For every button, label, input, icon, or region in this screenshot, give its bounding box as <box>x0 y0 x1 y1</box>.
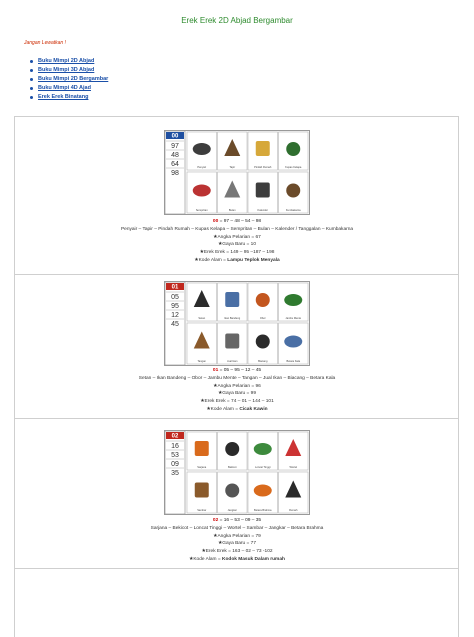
picture-glyph <box>225 334 239 349</box>
entry-caption <box>0 218 474 265</box>
picture-label: Rumah <box>289 509 298 512</box>
picture-label: Bulan <box>228 209 236 212</box>
picture-label: Betara Brahma <box>254 509 272 512</box>
picture-label: Obor <box>259 317 266 320</box>
kode-alam <box>0 556 474 564</box>
gaya-baru: ★Gaya Baru = 77 <box>217 541 257 547</box>
picture-label: Tapir <box>229 166 236 169</box>
picture-label: Kalender <box>257 209 268 212</box>
picture-label: Penyair <box>197 166 207 169</box>
picture-glyph <box>225 292 239 307</box>
side-number: 97 <box>171 143 179 150</box>
side-number: 35 <box>171 470 179 477</box>
entry-numbers <box>0 218 474 226</box>
erek-erek: ★Erek Erek = 163 – 02 – 73 -102 <box>201 549 273 555</box>
angka-pelarian: ★Angka Pelarian = 67 <box>213 234 261 240</box>
entry-caption <box>0 367 474 414</box>
dream-image <box>164 430 310 515</box>
picture-label: Sambar <box>197 509 207 512</box>
erek-erek: ★Erek Erek = 74 – 01 – 144 – 101 <box>200 399 274 405</box>
kode-alam-value: Cicak Kawin <box>239 406 268 412</box>
kode-alam-label: ★Kode Alam = <box>189 556 223 562</box>
erek-erek: ★Erek Erek = 149 – 95 –187 – 198 <box>199 250 275 256</box>
picture-glyph <box>195 441 209 456</box>
link-item[interactable] <box>28 93 108 102</box>
row-divider <box>14 274 459 275</box>
angka-pelarian: ★Angka Pelarian = 96 <box>213 383 261 389</box>
picture-glyph <box>254 485 272 497</box>
dream-illustration <box>165 282 309 365</box>
entry-numbers <box>0 517 474 525</box>
picture-glyph <box>225 442 239 456</box>
side-number: 05 <box>171 294 179 301</box>
kode-alam-value: Kodok Masuk Dalam rumah <box>222 556 285 562</box>
picture-glyph <box>284 294 302 306</box>
entry-code: 00 <box>212 219 219 224</box>
picture-label: Ikan Bandeng <box>224 317 241 320</box>
link-item[interactable] <box>28 57 108 66</box>
picture-glyph <box>193 185 211 197</box>
entry-caption <box>0 517 474 564</box>
picture-label: Setan <box>198 317 206 320</box>
gaya-baru: ★Gaya Baru = 99 <box>217 391 257 397</box>
side-number: 12 <box>171 312 179 319</box>
entry-number-list: = 16 – 53 – 09 – 35 <box>218 518 262 523</box>
page-title: Erek Erek 2D Abjad Bergambar <box>181 16 293 25</box>
code-badge-text: 01 <box>171 284 179 291</box>
picture-label: Wortel <box>289 466 297 469</box>
picture-label: Sarjana <box>197 466 207 469</box>
side-number: 48 <box>171 152 179 159</box>
side-number: 53 <box>171 452 179 459</box>
picture-label: Tangan <box>197 360 207 363</box>
link-label[interactable]: Buku Mimpi 3D Abjad <box>38 67 95 73</box>
link-label[interactable]: Buku Mimpi 2D Abjad <box>38 58 95 64</box>
entry-code: 01 <box>212 368 219 373</box>
kode-alam-label: ★Kode Alam = <box>206 406 240 412</box>
dream-illustration <box>165 131 309 214</box>
kode-alam <box>0 257 474 265</box>
code-badge-text: 02 <box>171 433 179 440</box>
picture-glyph <box>256 141 270 156</box>
picture-label: Betara Kala <box>286 360 301 363</box>
picture-glyph <box>256 293 270 307</box>
code-badge-text: 00 <box>171 133 179 140</box>
row-divider <box>14 568 459 569</box>
picture-glyph <box>256 183 270 198</box>
picture-label: Bekicot <box>227 466 237 469</box>
kode-alam-label: ★Kode Alam = <box>194 257 228 263</box>
row-divider <box>14 418 459 419</box>
dream-image <box>164 130 310 215</box>
entry-words: Penyair – Tapir – Pindah Rumah – Kupas Kelapa – Sempritan – Bulan – Kalender / Tanggalan – Kumbakarna <box>120 226 354 232</box>
picture-label: Pindah Rumah <box>254 166 272 169</box>
picture-glyph <box>286 142 300 156</box>
entry-number-list: = 05 – 95 – 12 – 45 <box>218 368 262 373</box>
link-item[interactable] <box>28 84 108 93</box>
entry-code: 02 <box>212 518 219 523</box>
angka-pelarian: ★Angka Pelarian = 79 <box>213 533 261 539</box>
picture-glyph <box>225 484 239 498</box>
link-list <box>28 57 108 102</box>
picture-label: Loncat Tinggi <box>255 466 271 469</box>
picture-glyph <box>284 336 302 348</box>
dream-illustration <box>165 431 309 514</box>
picture-label: Jambu Mente <box>285 317 302 320</box>
warning-text: Jangan Lewatkan ! <box>24 40 66 46</box>
picture-label: Jangkar <box>227 509 237 512</box>
picture-label: Kumbakarna <box>285 209 301 212</box>
picture-label: Biacang <box>258 360 268 363</box>
picture-glyph <box>286 184 300 198</box>
entry-words: Setan – Ikan Bandeng – Obor – Jambu Mente – Tangan – Jual Ikan – Biacang – Betara Kala <box>138 375 336 381</box>
side-number: 16 <box>171 443 179 450</box>
picture-label: Kupas Kelapa <box>285 166 302 169</box>
side-number: 45 <box>171 321 179 328</box>
link-label[interactable]: Buku Mimpi 2D Bergambar <box>38 76 109 82</box>
picture-label: Jual Ikan <box>227 360 238 363</box>
picture-glyph <box>256 335 270 349</box>
entry-numbers <box>0 367 474 375</box>
side-number: 09 <box>171 461 179 468</box>
link-item[interactable] <box>28 75 108 84</box>
link-item[interactable] <box>28 66 108 75</box>
picture-glyph <box>193 143 211 155</box>
gaya-baru: ★Gaya Baru = 10 <box>217 242 257 248</box>
dream-image <box>164 281 310 366</box>
side-number: 95 <box>171 303 179 310</box>
link-label[interactable]: Buku Mimpi 4D Ajad <box>38 85 91 91</box>
side-number: 98 <box>171 170 179 177</box>
kode-alam-value: Lampu Teplok Menyala <box>227 257 280 263</box>
picture-glyph <box>195 483 209 498</box>
entry-number-list: = 97 – 48 – 54 – 98 <box>218 219 262 224</box>
link-label[interactable]: Erek Erek Binatang <box>38 94 89 100</box>
entry-words: Sarjana – Bekicot – Loncat Tinggi – Wortel – Sambar – Jangkar – Betara Brahma <box>150 525 324 531</box>
picture-label: Sempritan <box>195 209 208 212</box>
kode-alam <box>0 406 474 414</box>
picture-glyph <box>254 443 272 455</box>
side-number: 64 <box>171 161 179 168</box>
